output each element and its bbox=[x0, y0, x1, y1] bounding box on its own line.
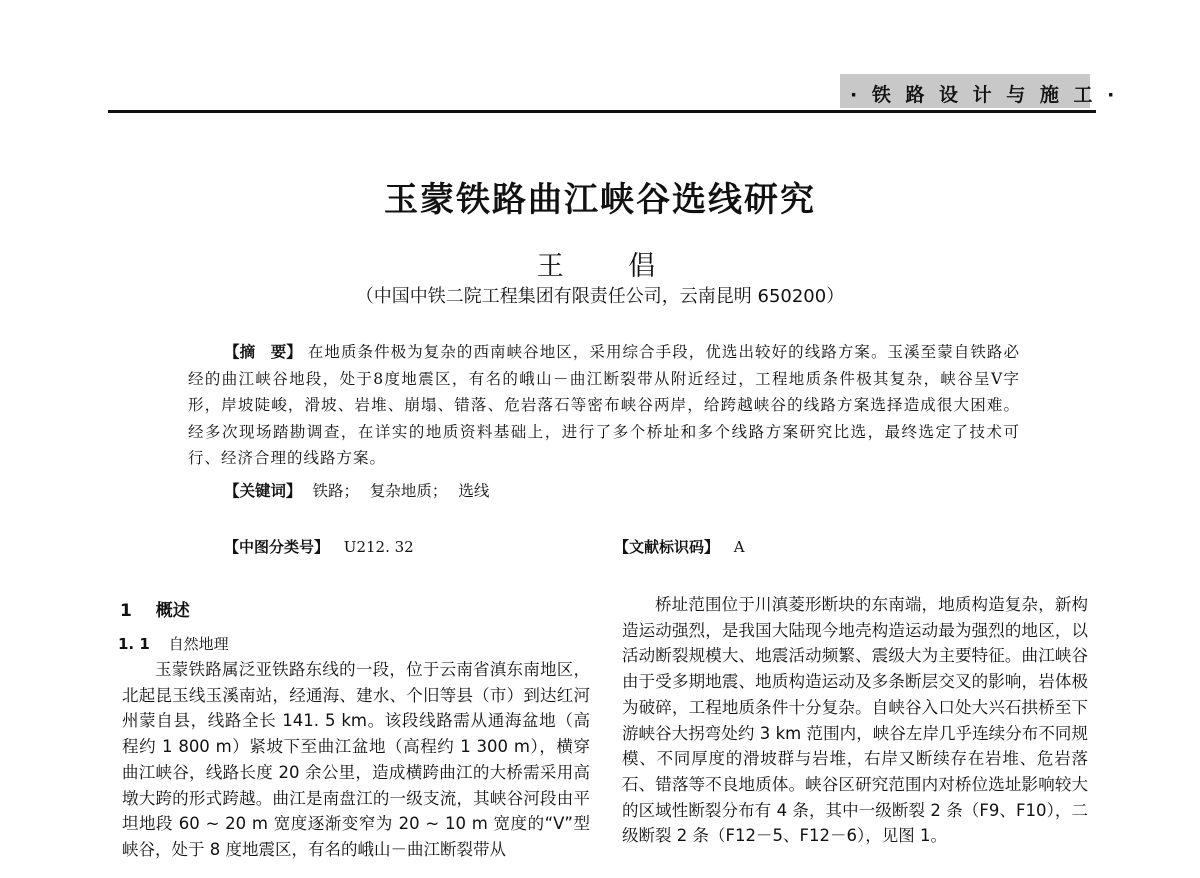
keywords-label: 【关键词】 bbox=[224, 482, 302, 500]
body-paragraph: 玉蒙铁路属泛亚铁路东线的一段，位于云南省滇东南地区，北起昆玉线玉溪南站，经通海、建水、个旧等县（市）到达红河州蒙自县，线路全长 141. 5 km。该段线路需从通海盆地（高程约 1 800 m）紧坡下至曲江盆地（高程约 1 300 m），横穿曲江峡谷，线路长度 20 余公里，造成横跨曲江的大桥需采用高墩大跨的形式跨越。曲江是南盘江的一级支流，其峡谷河段由平坦地段 60 ~ 20 m 宽度逐渐变窄为 20 ~ 10 m 宽度的“V”型峡谷，处于 8 度地震区，有名的峨山－曲江断裂带从 bbox=[122, 660, 590, 859]
subsection-heading bbox=[118, 633, 229, 654]
keywords bbox=[224, 479, 824, 501]
body-column-right bbox=[622, 592, 1088, 878]
author-name: 王 倡 bbox=[536, 251, 684, 282]
section-tag: · 铁 路 设 计 与 施 工 · bbox=[850, 84, 1119, 106]
section-heading bbox=[120, 596, 190, 621]
body-column-left bbox=[122, 657, 590, 878]
section-number: 1 bbox=[120, 601, 132, 621]
article-title: 玉蒙铁路曲江峡谷选线研究 bbox=[384, 180, 816, 220]
body-paragraph: 桥址范围位于川滇菱形断块的东南端，地质构造复杂，新构造运动强烈，是我国大陆现今地壳构造运动最为强烈的地区，以活动断裂规模大、地震活动频繁、震级大为主要特征。曲江峡谷由于受多期地震、地质构造运动及多条断层交叉的影响，岩体极为破碎，工程地质条件十分复杂。自峡谷入口处大兴石拱桥至下游峡谷大拐弯处约 3 km 范围内，峡谷左岸几乎连续分布不同规模、不同厚度的滑坡群与岩堆，右岸又断续存在岩堆、危岩落石、错落等不良地质体。峡谷区研究范围内对桥位选址影响较大的区域性断裂分布有 4 条，其中一级断裂 2 条（F9、F10），二级断裂 2 条（F12－5、F12－6），见图 1。 bbox=[622, 595, 1088, 846]
section-title: 概述 bbox=[155, 601, 190, 621]
abstract-label: 【摘 要】 bbox=[224, 343, 302, 361]
document-code-label: 【文献标识码】 bbox=[614, 538, 720, 556]
classification-label: 【中图分类号】 bbox=[224, 538, 330, 556]
keyword-item: 复杂地质； bbox=[369, 482, 448, 500]
subsection-title: 自然地理 bbox=[168, 635, 229, 653]
keyword-item: 选线 bbox=[458, 482, 490, 500]
document-code-value: A bbox=[733, 538, 745, 556]
subsection-number: 1. 1 bbox=[118, 635, 150, 653]
author-affiliation: （中国中铁二院工程集团有限责任公司，云南昆明 650200） bbox=[355, 286, 845, 307]
keyword-item: 铁路； bbox=[312, 482, 359, 500]
abstract-text: 在地质条件极为复杂的西南峡谷地区，采用综合手段，优选出较好的线路方案。玉溪至蒙自铁路必经的曲江峡谷地段，处于8度地震区，有名的峨山－曲江断裂带从附近经过，工程地质条件极其复杂，峡谷呈V字形，岸坡陡峻，滑坡、岩堆、崩塌、错落、危岩落石等密布峡谷两岸，给跨越峡谷的线路方案选择造成很大困难。经多次现场踏勘调查，在详实的地质资料基础上，进行了多个桥址和多个线路方案研究比选，最终选定了技术可行、经济合理的线路方案。 bbox=[188, 343, 1020, 467]
header-rule bbox=[108, 110, 1096, 113]
classification-value: U212. 32 bbox=[343, 538, 414, 556]
classification-number bbox=[224, 536, 414, 557]
document-code bbox=[614, 536, 745, 557]
abstract bbox=[188, 339, 1020, 472]
